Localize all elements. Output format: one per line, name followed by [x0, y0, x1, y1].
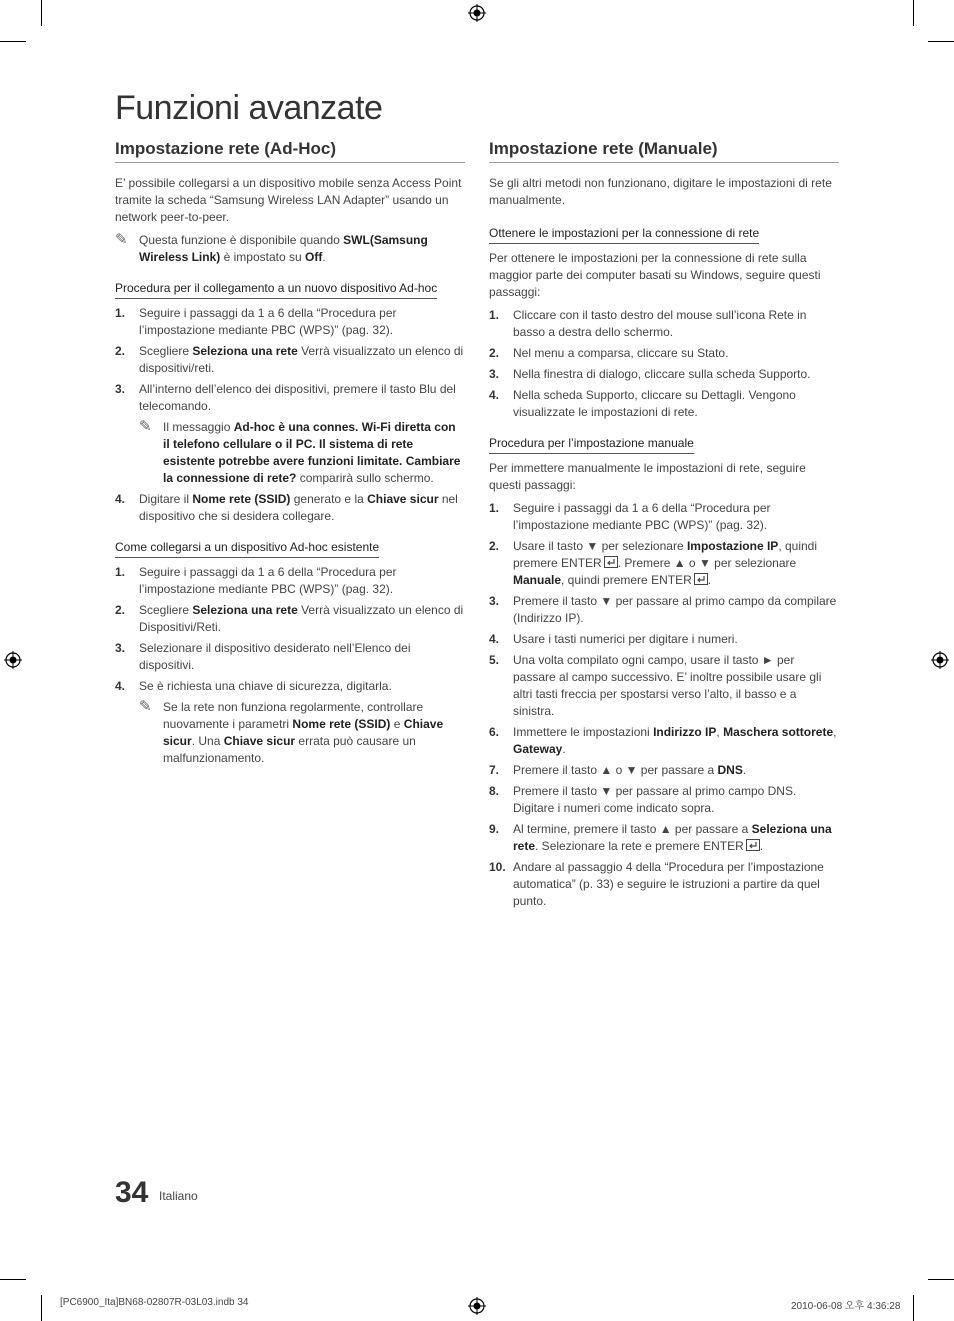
crop-mark	[928, 41, 954, 42]
footer-file-info: [PC6900_Ita]BN68-02807R-03L03.indb 34	[60, 1297, 249, 1308]
section-heading-adhoc: Impostazione rete (Ad-Hoc)	[115, 138, 465, 163]
note: ✎ Il messaggio Ad-hoc è una connes. Wi-Fi diretta con il telefono cellulare o il PC. Il sistema di rete esistente potrebbe avere funzioni limitate. Cambiare la connessione di rete? comparirà sullo schermo.	[139, 418, 461, 485]
list-item: 8. Premere il tasto ▼ per passare al primo campo DNS. Digitare i numeri come indicato sopra.	[489, 784, 797, 815]
intro-text: Se gli altri metodi non funzionano, digitare le impostazioni di rete manualmente.	[489, 176, 832, 207]
pencil-note-icon: ✎	[139, 698, 152, 715]
registration-mark-icon	[931, 651, 949, 669]
list-item: 5. Una volta compilato ogni campo, usare il tasto ► per passare al campo successivo. E’ inoltre possibile usare gli altri tasti freccia per spostarsi verso l’alto, il basso e a sinistra.	[489, 653, 822, 718]
footer-timestamp: 2010-06-08 오후 4:36:28	[791, 1301, 901, 1312]
list-item: 3. Premere il tasto ▼ per passare al primo campo da compilare (Indirizzo IP).	[489, 594, 837, 625]
list-item: 2. Scegliere Seleziona una rete Verrà visualizzato un elenco di Dispositivi/Reti.	[115, 603, 464, 634]
list-item: 1. Seguire i passaggi da 1 a 6 della “Procedura per l’impostazione mediante PBC (WPS)” (pag. 32).	[115, 565, 397, 596]
subheading: Ottenere le impostazioni per la connessione di rete	[489, 225, 759, 244]
list-item: 1. Cliccare con il tasto destro del mouse sull’icona Rete in basso a destra dello schermo.	[489, 308, 807, 339]
page-number: 34	[115, 1176, 149, 1209]
crop-mark	[928, 1279, 954, 1280]
left-column	[115, 138, 465, 771]
list-item: 2. Scegliere Seleziona una rete Verrà visualizzato un elenco di dispositivi/reti.	[115, 344, 464, 375]
right-column	[489, 138, 839, 914]
registration-mark-icon	[4, 651, 22, 669]
section-heading-manuale: Impostazione rete (Manuale)	[489, 138, 839, 163]
crop-mark	[913, 1295, 914, 1321]
note: ✎ Questa funzione è disponibile quando SWL(Samsung Wireless Link) è impostato su Off.	[115, 231, 428, 264]
list-item: 4. Se è richiesta una chiave di sicurezza, digitarla. ✎ Se la rete non funziona regolarmente, controllare nuovamente i parametri Nome rete (SSID) e Chiave sicur. Una Chiave sicur errata può causare un malfunzionamento.	[115, 678, 465, 767]
crop-mark	[41, 1295, 42, 1321]
paragraph: Per immettere manualmente le impostazioni di rete, seguire questi passaggi:	[489, 461, 806, 492]
list-item: 2. Usare il tasto ▼ per selezionare Impostazione IP, quindi premere ENTER . Premere ▲ o ▼ per selezionare Manuale, quindi premere ENTER .	[489, 539, 818, 587]
list-item: 4. Usare i tasti numerici per digitare i numeri.	[489, 632, 738, 646]
subheading: Come collegarsi a un dispositivo Ad-hoc esistente	[115, 539, 379, 558]
list-item: 6. Immettere le impostazioni Indirizzo IP, Maschera sottorete, Gateway.	[489, 725, 837, 756]
registration-mark-icon	[468, 4, 486, 22]
page-title: Funzioni avanzate	[115, 89, 383, 127]
note: ✎ Se la rete non funziona regolarmente, controllare nuovamente i parametri Nome rete (SSID) e Chiave sicur. Una Chiave sicur errata può causare un malfunzionamento.	[139, 698, 444, 765]
intro-text: E’ possibile collegarsi a un dispositivo mobile senza Access Point tramite la scheda “Samsung Wireless LAN Adapter” usando un network peer-to-peer.	[115, 176, 462, 224]
list-item: 1. Seguire i passaggi da 1 a 6 della “Procedura per l’impostazione mediante PBC (WPS)” (pag. 32).	[115, 306, 397, 337]
enter-key-icon	[746, 839, 760, 851]
crop-mark	[41, 0, 42, 26]
list-item: 3. Selezionare il dispositivo desiderato nell’Elenco dei dispositivi.	[115, 641, 411, 672]
enter-key-icon	[604, 556, 618, 568]
enter-key-icon	[694, 573, 708, 585]
pencil-note-icon: ✎	[115, 231, 128, 248]
list-item: 3. Nella finestra di dialogo, cliccare sulla scheda Supporto.	[489, 367, 811, 381]
pencil-note-icon: ✎	[139, 418, 152, 435]
crop-mark	[0, 1279, 26, 1280]
page-language: Italiano	[159, 1189, 198, 1203]
subheading: Procedura per il collegamento a un nuovo dispositivo Ad-hoc	[115, 280, 437, 299]
list-item: 10. Andare al passaggio 4 della “Procedura per l’impostazione automatica” (p. 33) e seguire le istruzioni a partire da quel punto.	[489, 860, 824, 908]
list-item: 4. Nella scheda Supporto, cliccare su Dettagli. Vengono visualizzate le impostazioni di rete.	[489, 388, 796, 419]
list-item: 1. Seguire i passaggi da 1 a 6 della “Procedura per l’impostazione mediante PBC (WPS)” (pag. 32).	[489, 501, 771, 532]
crop-mark	[0, 41, 26, 42]
list-item: 3. All’interno dell’elenco dei dispositivi, premere il tasto Blu del telecomando. ✎ Il messaggio Ad-hoc è una connes. Wi-Fi diretta con il telefono cellulare o il PC. Il sistema di rete esistente potrebbe avere funzioni limitate. Cambiare la connessione di rete? comparirà sullo schermo.	[115, 381, 465, 487]
paragraph: Per ottenere le impostazioni per la connessione di rete sulla maggior parte dei computer basati su Windows, seguire questi passaggi:	[489, 251, 821, 299]
list-item: 7. Premere il tasto ▲ o ▼ per passare a DNS.	[489, 763, 747, 777]
subheading: Procedura per l’impostazione manuale	[489, 435, 694, 454]
list-item: 9. Al termine, premere il tasto ▲ per passare a Seleziona una rete. Selezionare la rete e premere ENTER .	[489, 822, 832, 853]
list-item: 4. Digitare il Nome rete (SSID) generato e la Chiave sicur nel dispositivo che si desidera collegare.	[115, 492, 458, 523]
registration-mark-icon	[468, 1297, 486, 1315]
list-item: 2. Nel menu a comparsa, cliccare su Stato.	[489, 346, 729, 360]
crop-mark	[913, 0, 914, 26]
